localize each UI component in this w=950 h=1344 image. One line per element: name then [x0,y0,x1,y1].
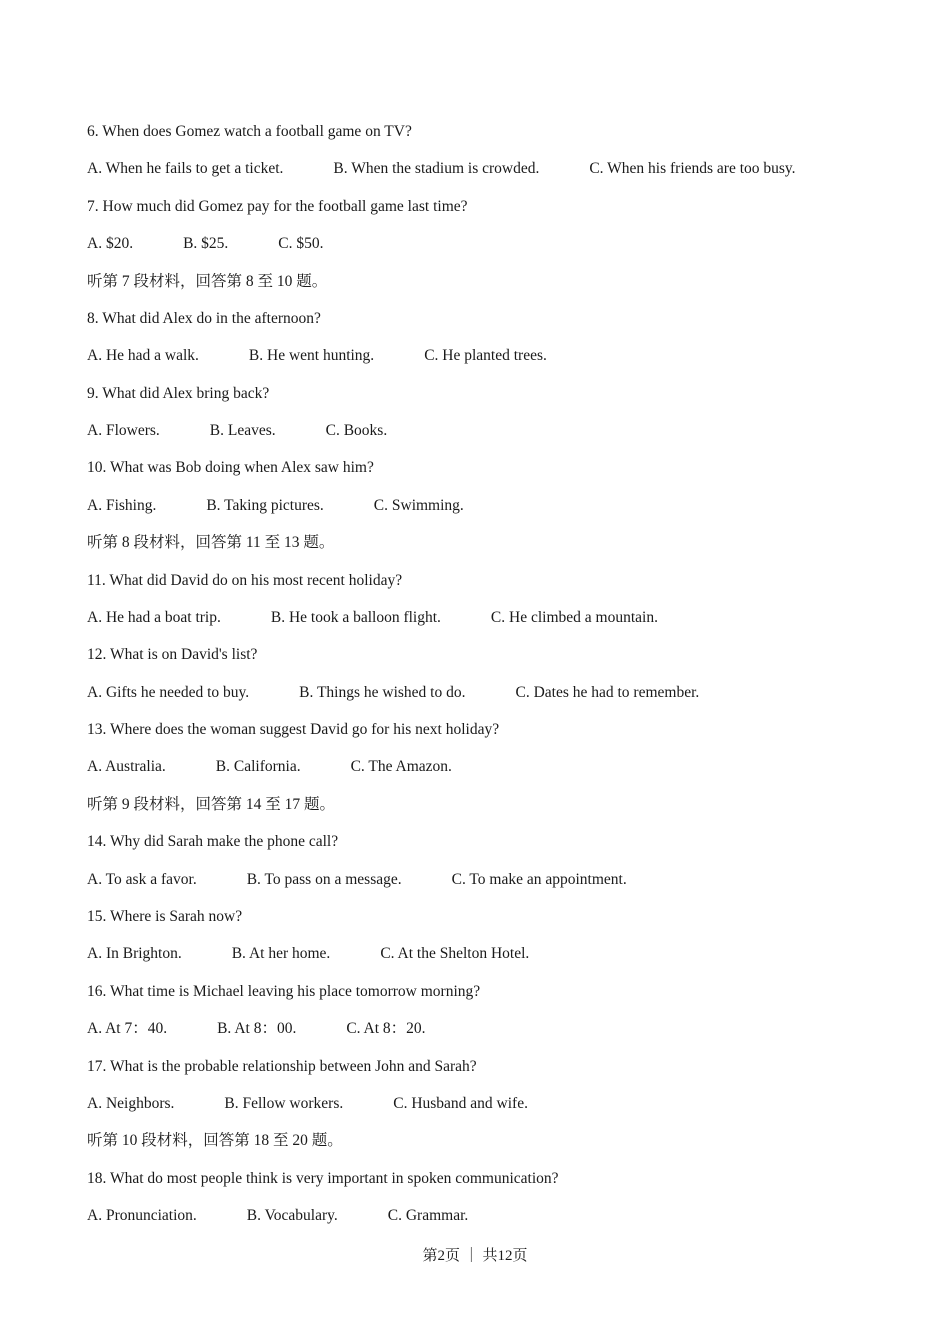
page-footer: 第2页 ｜ 共12页 [422,1248,528,1264]
section-instruction: 听第 10 段材料，回答第 18 至 20 题。 [87,1132,343,1150]
answer-option: C. He climbed a mountain. [490,608,658,626]
answer-option: C. The Amazon. [350,758,452,776]
answer-option: C. Grammar. [387,1207,469,1225]
answer-option: C. $50. [278,235,324,253]
answer-option: B. When the stadium is crowded. [333,160,540,178]
answer-option: A. He had a walk. [87,347,199,365]
answer-option: B. Taking pictures. [206,496,324,514]
answer-option: B. At 8：00. [217,1020,297,1038]
answer-option: A. To ask a favor. [87,870,197,888]
answer-options [87,1206,468,1226]
question-text: 16. What time is Michael leaving his place tomorrow morning? [87,982,481,1000]
answer-option: B. He went hunting. [248,347,375,365]
answer-option: A. He had a boat trip. [87,608,221,626]
section-instruction: 听第 7 段材料，回答第 8 至 10 题。 [87,272,328,290]
answer-options [87,421,387,441]
answer-options [87,1094,528,1114]
answer-options [87,159,796,179]
answer-options [87,757,452,777]
question-text: 12. What is on David's list? [87,646,258,664]
question-text: 6. When does Gomez watch a football game on TV? [87,123,412,140]
answer-option: B. Vocabulary. [246,1207,338,1225]
answer-option: C. Husband and wife. [393,1094,528,1112]
question-text: 15. Where is Sarah now? [87,907,243,925]
answer-option: A. Pronunciation. [87,1207,197,1225]
section-instruction: 听第 8 段材料，回答第 11 至 13 题。 [87,534,335,552]
question-text: 10. What was Bob doing when Alex saw him? [87,459,374,477]
answer-option: C. Dates he had to remember. [515,683,700,701]
answer-options [87,1019,426,1039]
question-text: 14. Why did Sarah make the phone call? [87,833,339,851]
answer-option: C. At the Shelton Hotel. [380,945,530,963]
question-text: 18. What do most people think is very important in spoken communication? [87,1169,559,1187]
question-text: 11. What did David do on his most recent holiday? [87,571,403,589]
answer-option: C. At 8：20. [346,1020,426,1038]
answer-option: A. Neighbors. [87,1094,175,1112]
answer-option: A. Fishing. [87,496,157,514]
answer-option: B. Leaves. [209,422,276,440]
answer-option: A. In Brighton. [87,945,182,963]
answer-option: C. He planted trees. [424,347,547,365]
answer-option: B. Things he wished to do. [299,683,466,701]
answer-option: A. Gifts he needed to buy. [87,683,250,701]
answer-option: B. California. [215,758,301,776]
section-instruction: 听第 9 段材料，回答第 14 至 17 题。 [87,795,336,813]
answer-option: A. Flowers. [87,422,160,440]
answer-options [87,683,699,703]
answer-option: A. Australia. [87,758,166,776]
answer-option: C. Books. [325,422,388,440]
question-text: 7. How much did Gomez pay for the football game last time? [87,197,468,215]
answer-options [87,234,324,254]
answer-option: A. $20. [87,235,134,253]
answer-option: C. Swimming. [373,496,464,514]
question-text: 17. What is the probable relationship between John and Sarah? [87,1057,477,1075]
answer-options [87,496,464,516]
answer-option: A. When he fails to get a ticket. [87,160,284,178]
answer-options [87,346,547,366]
answer-option: B. At her home. [231,945,331,963]
answer-option: A. At 7：40. [87,1020,168,1038]
answer-options [87,870,627,890]
answer-option: B. To pass on a message. [246,870,402,888]
question-text: 8. What did Alex do in the afternoon? [87,309,321,327]
answer-option: C. When his friends are too busy. [589,160,796,178]
question-text: 13. Where does the woman suggest David go for his next holiday? [87,721,500,739]
answer-options [87,608,658,628]
answer-option: C. To make an appointment. [451,870,627,888]
answer-option: B. He took a balloon flight. [270,608,441,626]
answer-option: B. $25. [183,235,229,253]
answer-option: B. Fellow workers. [224,1094,344,1112]
question-text: 9. What did Alex bring back? [87,384,270,402]
answer-options [87,944,529,964]
